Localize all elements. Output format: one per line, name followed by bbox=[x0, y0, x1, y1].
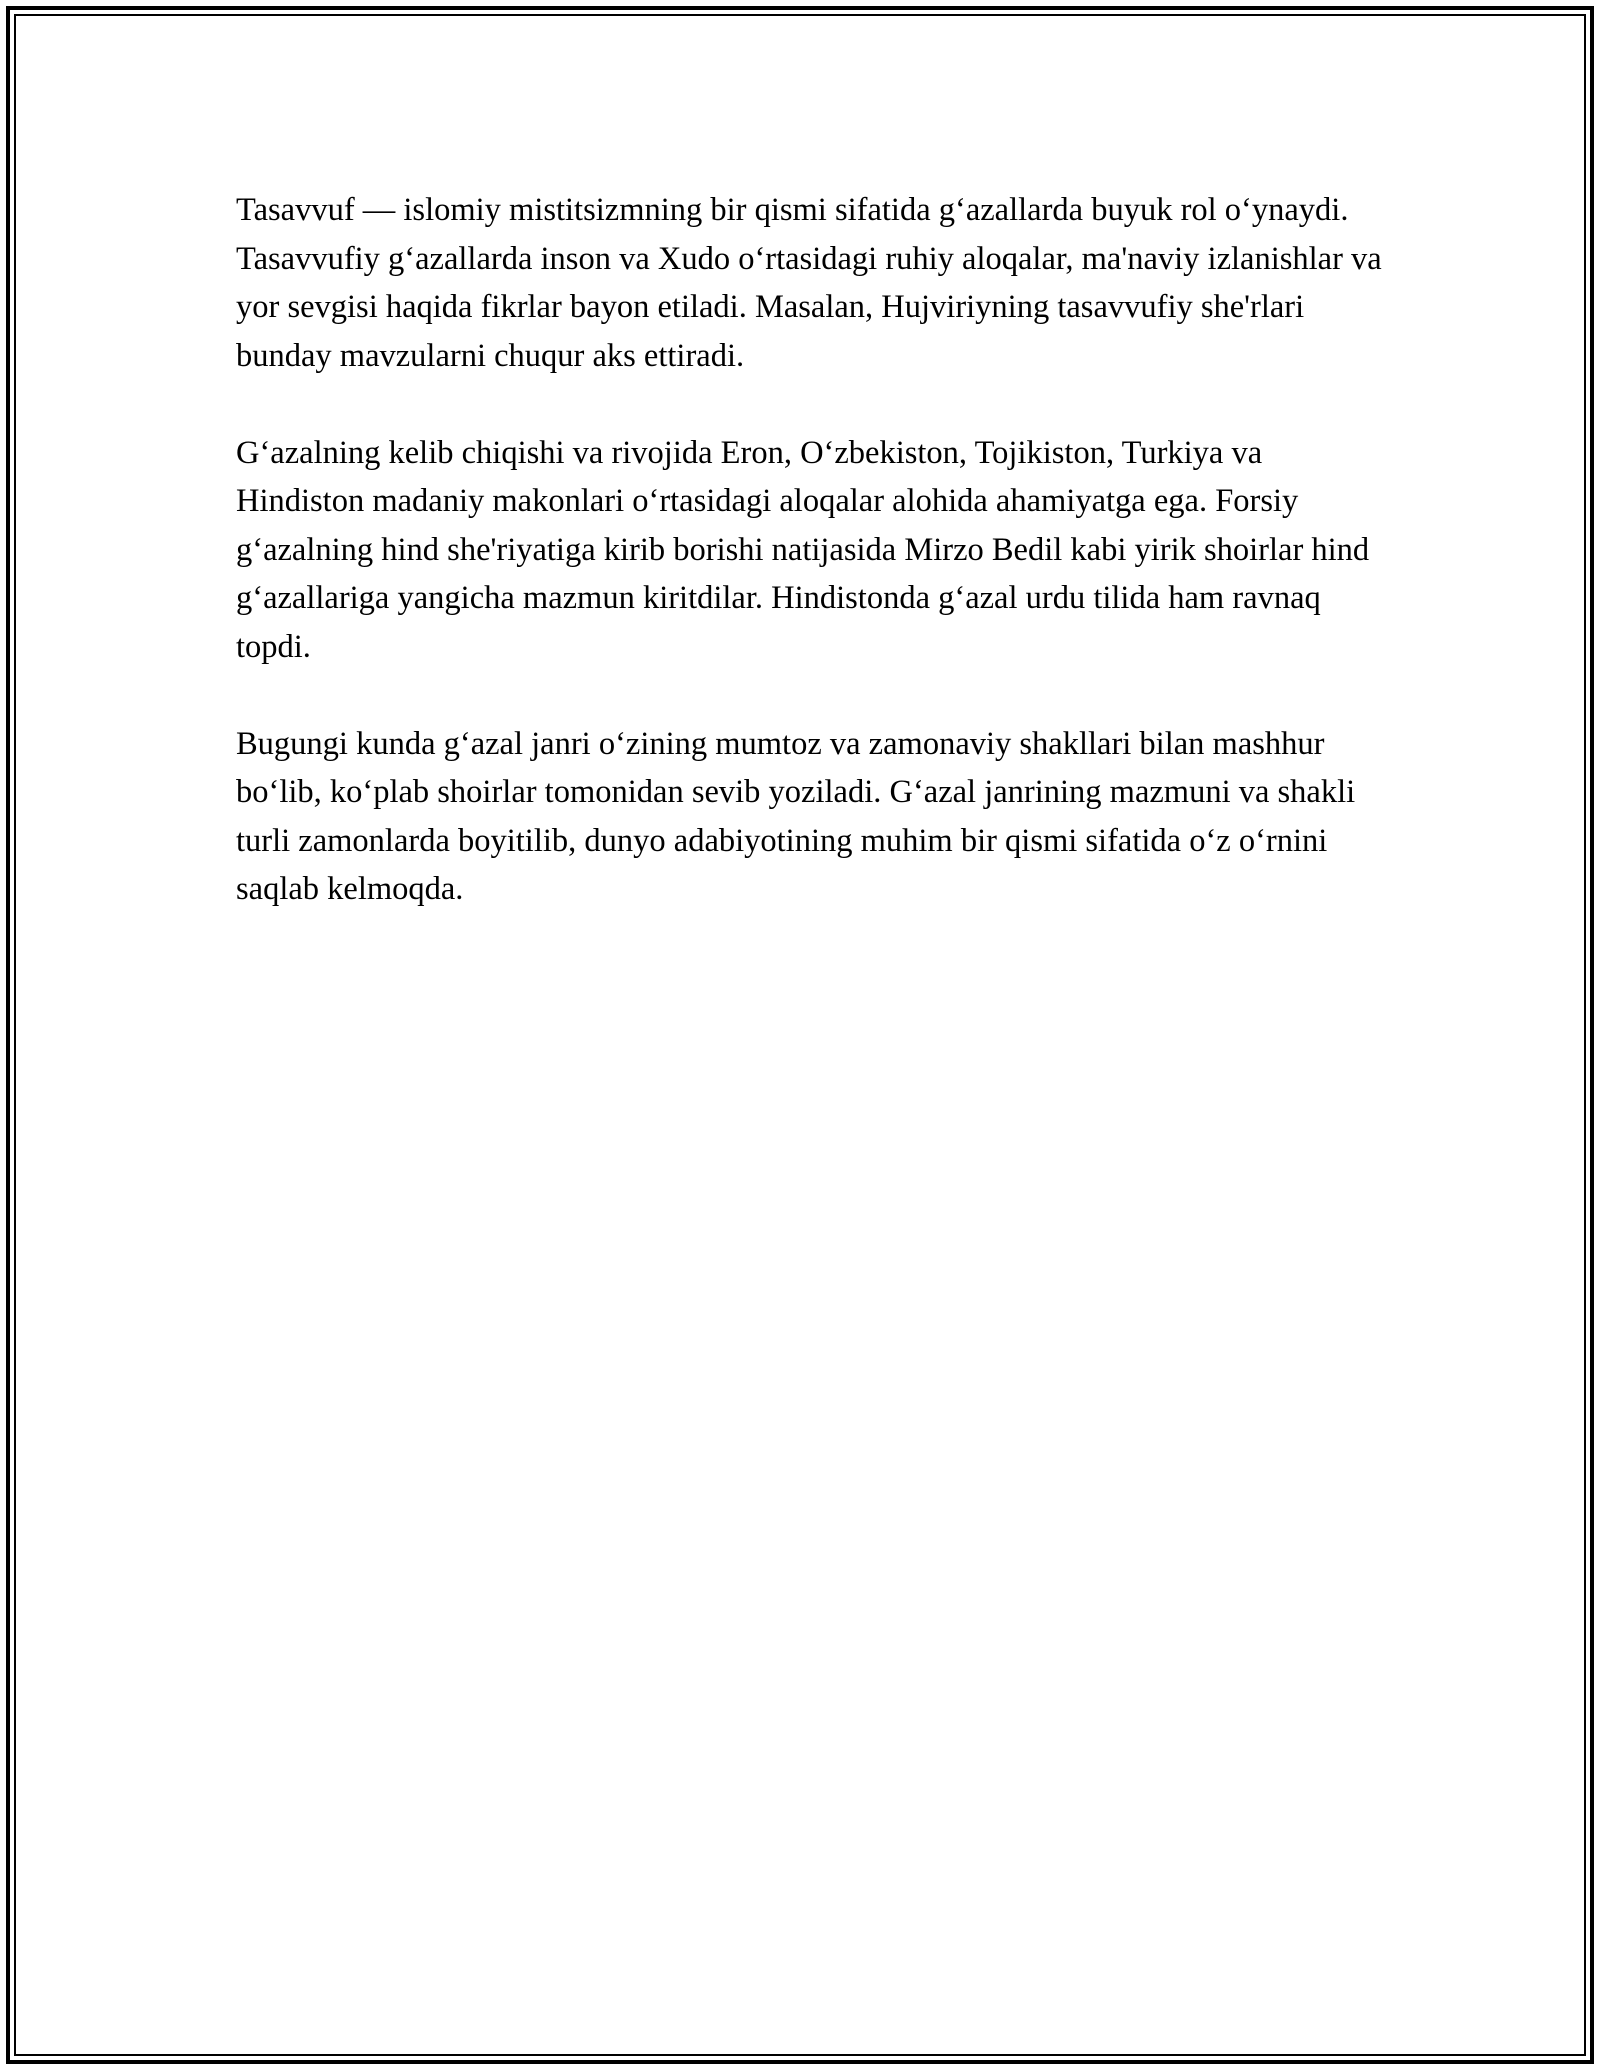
document-body bbox=[236, 186, 1396, 962]
paragraph-today: Bugungi kunda g‘azal janri o‘zining mumtoz va zamonaviy shakllari bilan mashhur bo‘lib, ko‘plab shoirlar tomonidan sevib yoziladi. G‘azal janrining mazmuni va shakli turli zamonlarda boyitilib, dunyo adabiyotining muhim bir qismi sifatida o‘z o‘rnini saqlab kelmoqda. bbox=[236, 725, 1356, 907]
paragraph-tasavvuf: Tasavvuf — islomiy mistitsizmning bir qismi sifatida g‘azallarda buyuk rol o‘ynaydi. Tasavvufiy g‘azallarda inson va Xudo o‘rtasidagi ruhiy aloqalar, ma'naviy izlanishlar va yor sevgisi haqida fikrlar bayon etiladi. Masalan, Hujviriyning tasavvufiy she'rlari bunday mavzularni chuqur aks ettiradi. bbox=[236, 192, 1382, 374]
paragraph-origins: G‘azalning kelib chiqishi va rivojida Eron, O‘zbekiston, Tojikiston, Turkiya va Hindiston madaniy makonlari o‘rtasidagi aloqalar alohida ahamiyatga ega. Forsiy g‘azalning hind she'riyatiga kirib borishi natijasida Mirzo Bedil kabi yirik shoirlar hind g‘azallariga yangicha mazmun kiritdilar. Hindistonda g‘azal urdu tilida ham ravnaq topdi. bbox=[236, 434, 1370, 665]
